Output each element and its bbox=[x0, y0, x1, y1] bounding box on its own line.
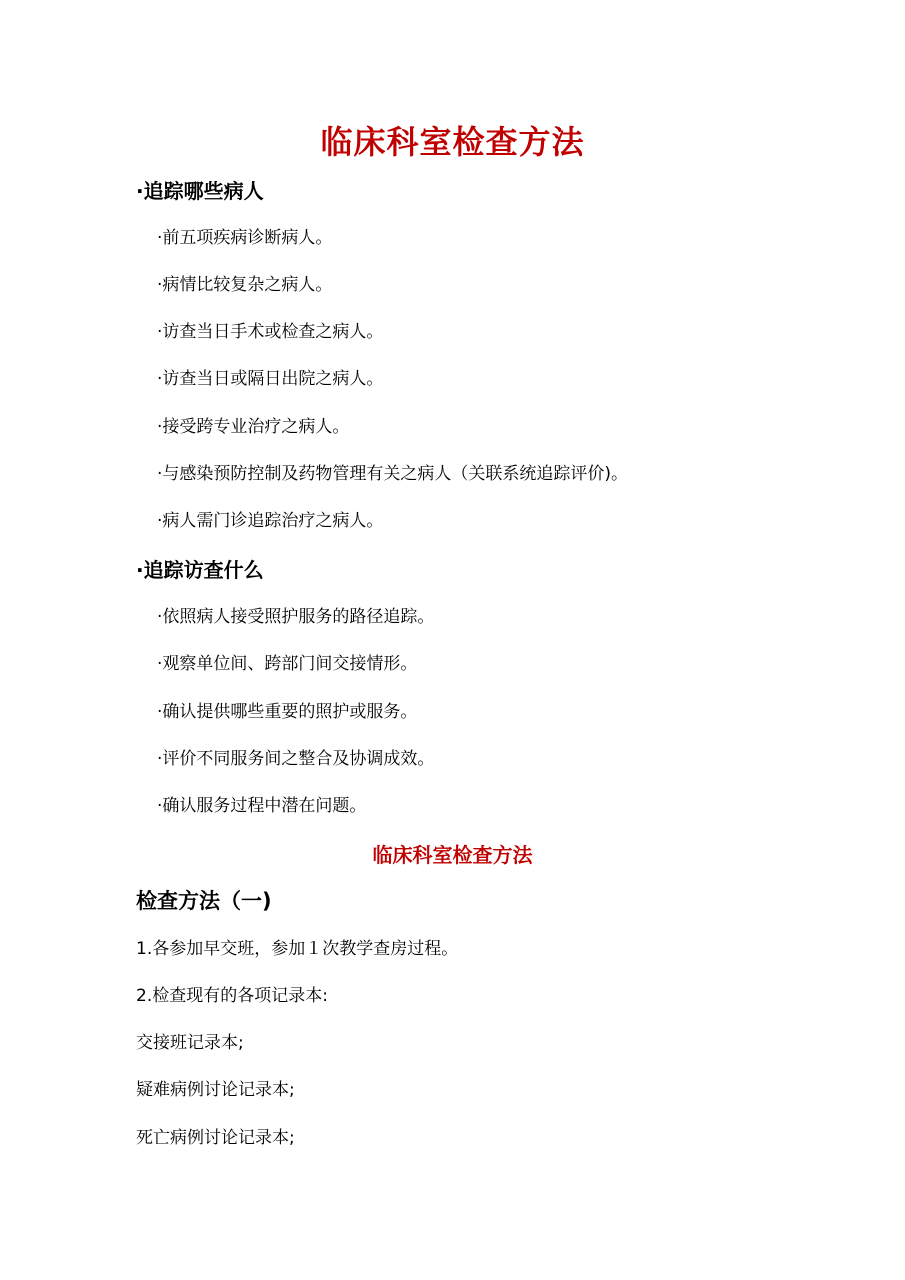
list-item: ·病人需门诊追踪治疗之病人。 bbox=[157, 511, 384, 531]
paragraph: 交接班记录本; bbox=[136, 1033, 244, 1053]
list-item: ·与感染预防控制及药物管理有关之病人（关联系统追踪评价)。 bbox=[157, 464, 629, 484]
list-item: ·前五项疾病诊断病人。 bbox=[157, 228, 333, 248]
list-item: ·评价不同服务间之整合及协调成效。 bbox=[157, 749, 435, 769]
document-title: 临床科室检查方法 bbox=[320, 123, 585, 161]
list-item: ·依照病人接受照护服务的路径追踪。 bbox=[157, 607, 435, 627]
list-item: ·病情比较复杂之病人。 bbox=[157, 275, 333, 295]
paragraph: 1.各参加早交班，参加１次教学查房过程。 bbox=[136, 939, 459, 959]
paragraph: 2.检查现有的各项记录本: bbox=[136, 986, 328, 1006]
list-item: ·访查当日手术或检查之病人。 bbox=[157, 322, 384, 342]
paragraph: 疑难病例讨论记录本; bbox=[136, 1080, 295, 1100]
section-subtitle: 临床科室检查方法 bbox=[372, 843, 533, 867]
method-heading: 检查方法（一) bbox=[136, 889, 272, 913]
section-heading-what-to-trace: ·追踪访查什么 bbox=[136, 558, 264, 582]
paragraph: 死亡病例讨论记录本; bbox=[136, 1128, 295, 1148]
section-heading-which-patients: ·追踪哪些病人 bbox=[136, 179, 264, 203]
list-item: ·访查当日或隔日出院之病人。 bbox=[157, 369, 384, 389]
list-item: ·观察单位间、跨部门间交接情形。 bbox=[157, 654, 418, 674]
list-item: ·确认提供哪些重要的照护或服务。 bbox=[157, 702, 418, 722]
list-item: ·确认服务过程中潜在问题。 bbox=[157, 796, 367, 816]
list-item: ·接受跨专业治疗之病人。 bbox=[157, 417, 350, 437]
